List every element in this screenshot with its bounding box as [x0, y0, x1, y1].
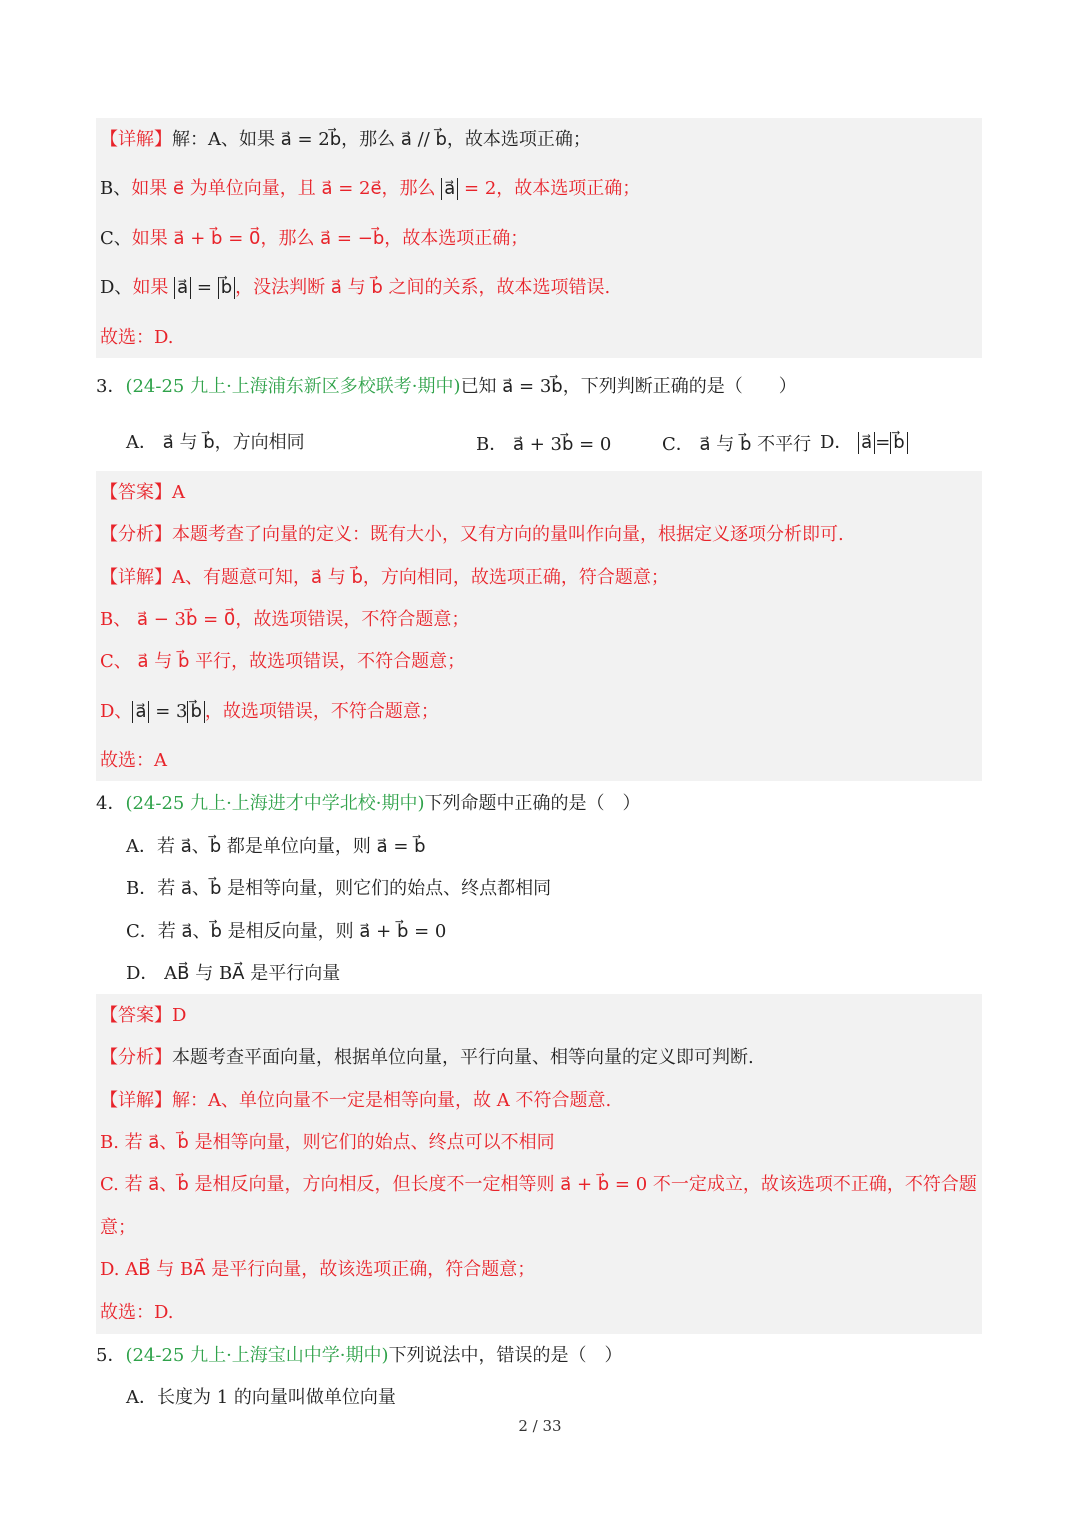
solution-block-q2: [96, 118, 982, 358]
abs-b: b⃗: [890, 432, 907, 454]
q3-option-c: C． a⃗ 与 b⃗ 不平行: [662, 434, 812, 455]
answer-value: A: [172, 482, 185, 503]
option-c-line: [100, 226, 528, 252]
q4-option-c: C．若 a⃗、b⃗ 是相反向量，则 a⃗ + b⃗ = 0: [126, 921, 447, 942]
eq-three: = 3: [149, 701, 188, 722]
abs-a: a⃗: [132, 701, 149, 723]
analysis-line: [100, 522, 844, 548]
answer-line: [100, 480, 185, 506]
question-number: 4．: [96, 793, 126, 814]
question-source: (24-25 九上·上海进才中学北校·期中): [125, 793, 425, 814]
q5-option-a: A．长度为 1 的向量叫做单位向量: [126, 1387, 396, 1408]
q3-option-d: [820, 430, 908, 456]
analysis-tag: 【分析】: [100, 1047, 172, 1068]
option-d-text: ，没法判断 a⃗ 与 b⃗ 之间的关系，故本选项错误.: [235, 277, 611, 298]
option-d-line: [100, 275, 610, 301]
answer-tag: 【答案】: [100, 482, 172, 503]
abs-b: b⃗: [218, 277, 235, 299]
final-answer: 故选：D.: [100, 327, 174, 348]
detail-c-cont: 意；: [100, 1217, 136, 1238]
eq-sign: =: [875, 432, 891, 453]
abs-a: a⃗: [858, 432, 875, 454]
detail-c: C. 若 a⃗、b⃗ 是相反向量，方向相反，但长度不一定相等则 a⃗ + b⃗ = 0 不一定成立，故该选项不正确，不符合题: [100, 1174, 977, 1195]
detail-line: [100, 1088, 611, 1114]
option-b-text: 如果 e⃗ 为单位向量，且 a⃗ = 2e⃗，那么: [131, 178, 442, 199]
question-number: 3．: [96, 376, 126, 397]
detail-tag: 【详解】: [100, 1090, 172, 1111]
answer-tag: 【答案】: [100, 1005, 172, 1026]
question-text: 下列说法中，错误的是（ ）: [388, 1345, 623, 1366]
detail-b: B. 若 a⃗、b⃗ 是相等向量，则它们的始点、终点可以不相同: [100, 1132, 555, 1153]
option-b-lead: B、: [100, 178, 132, 199]
option-c-lead: C、: [100, 228, 132, 249]
eq-sign: =: [191, 277, 218, 298]
option-b-line: [100, 176, 640, 202]
analysis-text: 本题考查平面向量，根据单位向量，平行向量、相等向量的定义即可判断.: [172, 1047, 754, 1068]
detail-text: 解：A、单位向量不一定是相等向量，故 A 不符合题意.: [172, 1090, 612, 1111]
question-text: 下列命题中正确的是（ ）: [424, 793, 641, 814]
question-text: 已知 a⃗ = 3b⃗，下列判断正确的是（ ）: [460, 376, 797, 397]
final-answer: 故选：D.: [100, 1302, 174, 1323]
detail-d-lead: D、: [100, 701, 133, 722]
analysis-line: [100, 1045, 754, 1071]
analysis-text: 本题考查了向量的定义：既有大小，又有方向的量叫作向量，根据定义逐项分析即可.: [172, 524, 844, 545]
option-c-text: 如果 a⃗ + b⃗ = 0⃗，那么 a⃗ = −b⃗，故本选项正确；: [131, 228, 529, 249]
q4-option-d: D． AB⃗ 与 BA⃗ 是平行向量: [126, 963, 341, 984]
question-5-stem: [96, 1343, 623, 1369]
analysis-tag: 【分析】: [100, 524, 172, 545]
detail-tag: 【详解】: [100, 567, 172, 588]
q4-option-b: B．若 a⃗、b⃗ 是相等向量，则它们的始点、终点都相同: [126, 878, 552, 899]
abs-b: b⃗: [187, 701, 204, 723]
detail-c: C、 a⃗ 与 b⃗ 平行，故选项错误，不符合题意；: [100, 651, 466, 672]
option-d-pre: 如果: [132, 277, 175, 298]
answer-value: D: [172, 1005, 187, 1026]
detail-d-text: ，故选项错误，不符合题意；: [204, 701, 439, 722]
option-b-tail: = 2，故本选项正确；: [458, 178, 641, 199]
detail-text: 解：A、如果 a⃗ = 2b⃗，那么 a⃗ // b⃗，故本选项正确；: [172, 129, 591, 150]
question-number: 5．: [96, 1345, 126, 1366]
question-3-stem: [96, 374, 797, 400]
detail-tag: 【详解】: [100, 129, 172, 150]
detail-d: D. AB⃗ 与 BA⃗ 是平行向量，故该选项正确，符合题意；: [100, 1259, 536, 1280]
abs-a: a⃗: [441, 178, 458, 200]
final-answer: 故选：A: [100, 750, 167, 771]
answer-line: [100, 1003, 186, 1029]
detail-line: [100, 565, 669, 591]
detail-line: [100, 127, 591, 153]
detail-d: [100, 699, 439, 725]
q4-option-a: A．若 a⃗、b⃗ 都是单位向量，则 a⃗ = b⃗: [126, 836, 426, 857]
option-d-lead: D、: [100, 277, 133, 298]
q3-option-b: B． a⃗ + 3b⃗ = 0: [476, 434, 612, 455]
solution-block-q3: [96, 471, 982, 781]
page-number: 2 / 33: [518, 1417, 562, 1435]
solution-block-q4: [96, 994, 982, 1334]
question-source: (24-25 九上·上海浦东新区多校联考·期中): [125, 376, 461, 397]
detail-text: A、有题意可知，a⃗ 与 b⃗，方向相同，故选项正确，符合题意；: [172, 567, 669, 588]
question-source: (24-25 九上·上海宝山中学·期中): [125, 1345, 389, 1366]
question-4-stem: [96, 791, 641, 817]
abs-a: a⃗: [174, 277, 191, 299]
option-d-label: D．: [820, 432, 853, 453]
detail-b: B、 a⃗ − 3b⃗ = 0⃗，故选项错误，不符合题意；: [100, 609, 470, 630]
q3-option-a: A． a⃗ 与 b⃗，方向相同: [126, 432, 305, 453]
